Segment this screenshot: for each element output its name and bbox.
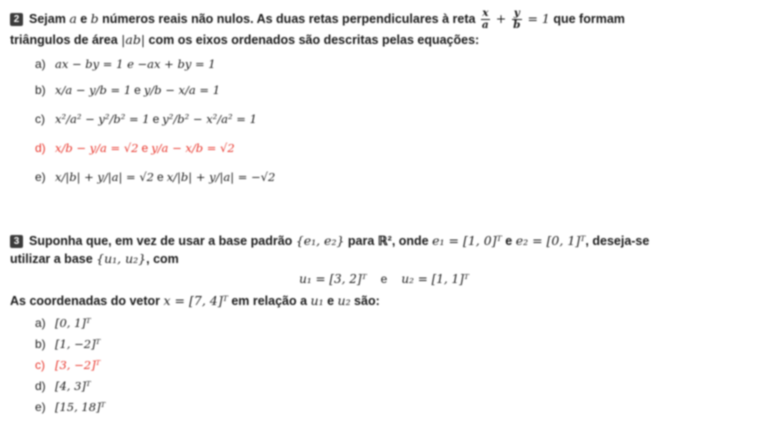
- question-2-stem: 2 Sejam a e b números reais não nulos. As duas retas perpendiculares à reta $\frac{x}{a}$ + $\frac{y}{b}$ = 1 que formam triângulos de área |ab| com os eixos ordenados são descritas pelas equações:: [10, 7, 625, 47]
- option-c[interactable]: c) x²/a² − y²/b² = 1 e y²/b² − x²/a² = 1: [35, 111, 257, 126]
- option-e[interactable]: e) [15, 18]ᵀ: [35, 399, 106, 414]
- option-e[interactable]: e) x/|b| + y/|a| = √2 e x/|b| + y/|a| = −√2: [35, 169, 276, 184]
- question-number-badge: 3: [10, 235, 23, 248]
- option-b[interactable]: b) [1, −2]ᵀ: [35, 336, 101, 351]
- option-a[interactable]: a) ax − by = 1 e −ax + by = 1: [35, 57, 216, 71]
- coordinates-prompt: As coordenadas do vetor x = [7, 4]ᵀ em relação a u₁ e u₂ são:: [10, 293, 380, 308]
- option-d[interactable]: d) [4, 3]ᵀ: [35, 378, 91, 393]
- option-b[interactable]: b) x/a − y/b = 1 e y/b − x/a = 1: [35, 82, 221, 97]
- question-number-badge: 2: [10, 13, 23, 26]
- question-2: [10, 8, 758, 191]
- option-c-correct[interactable]: c) [3, −2]ᵀ: [35, 357, 101, 372]
- question-3: [10, 232, 758, 417]
- option-a[interactable]: a) [0, 1]ᵀ: [35, 315, 91, 330]
- option-d-correct[interactable]: d) x/b − y/a = √2 e y/a − x/b = √2: [35, 140, 235, 155]
- fraction-x-over-a: $\frac{x}{a}$: [481, 7, 489, 31]
- basis-definition: u₁ = [3, 2]ᵀ e u₂ = [1, 1]ᵀ: [299, 272, 469, 286]
- question-3-stem: 3 Suponha que, em vez de usar a base padrão {e₁, e₂} para ℝ², onde e₁ = [1, 0]ᵀ e e₂ = [0, 1]ᵀ, deseja-se utilizar a base {u₁, u₂}, com: [10, 233, 650, 266]
- fraction-y-over-b: $\frac{y}{b}$: [513, 7, 521, 31]
